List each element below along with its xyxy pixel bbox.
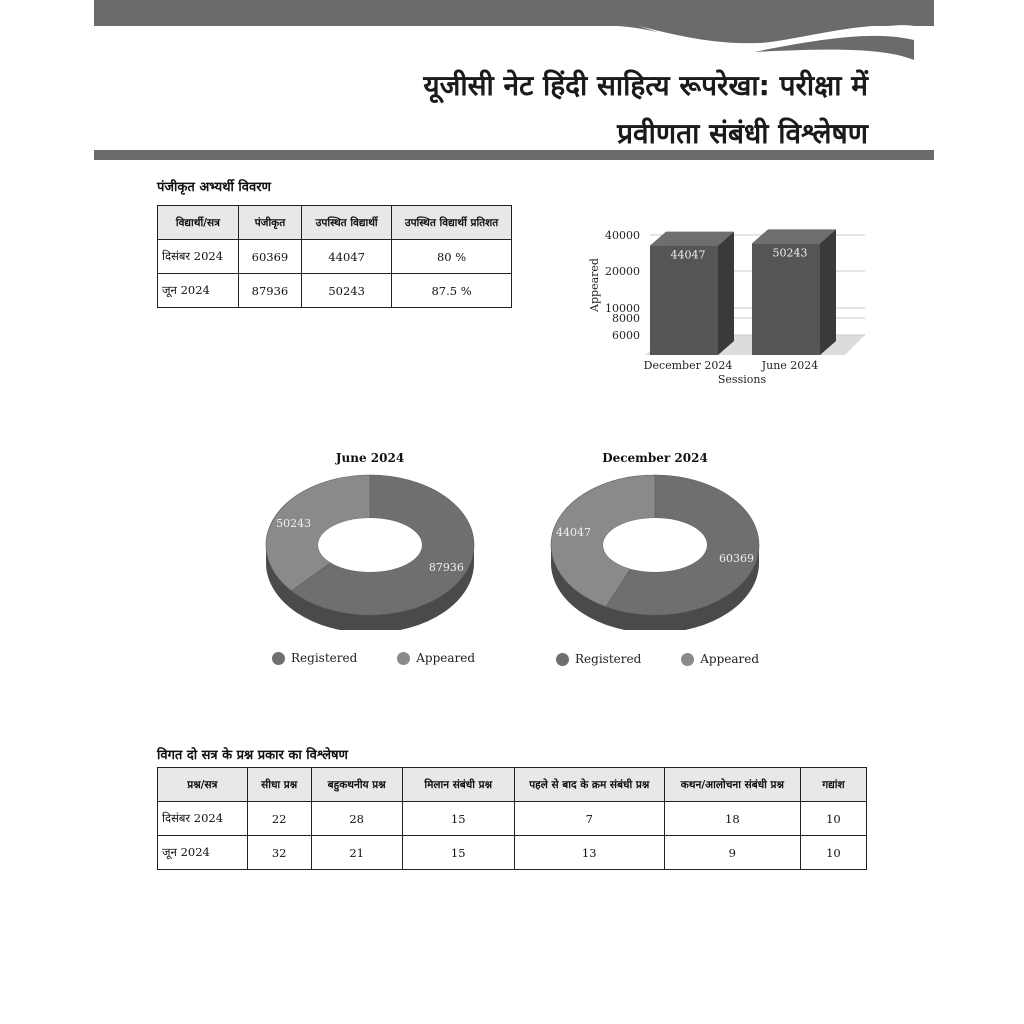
legend-item-registered [556,652,641,666]
table-cell: दिसंबर 2024 [158,240,239,274]
table-cell: 10 [800,836,866,870]
registration-heading: पंजीकृत अभ्यर्थी विवरण [157,180,271,195]
bar [650,246,718,355]
table-cell: 9 [664,836,800,870]
june-legend [272,651,475,665]
title-line-2: प्रवीणता संबंधी विश्लेषण [617,117,868,150]
legend-label: Registered [291,651,358,665]
donut-hole [318,518,422,572]
y-tick-label: 10000 [605,302,640,315]
y-tick-label: 8000 [612,312,640,325]
x-category-label: December 2024 [643,359,733,372]
table-cell: 87.5 % [392,274,512,308]
table-cell: 87936 [238,274,301,308]
june-donut-chart [255,445,485,630]
column-header: पंजीकृत [238,206,301,240]
legend-label: Appeared [416,651,476,665]
column-header: बहुकथनीय प्रश्न [311,768,402,802]
x-category-label: June 2024 [761,359,819,372]
column-header: विद्यार्थी/सत्र [158,206,239,240]
table-cell: 13 [514,836,664,870]
table-cell: 15 [402,802,514,836]
title-line-1: यूजीसी नेट हिंदी साहित्य रूपरेखा: परीक्षा में [423,69,868,102]
bar-data-label: 44047 [670,248,706,262]
table-cell: जून 2024 [158,836,248,870]
table-cell: 7 [514,802,664,836]
table-cell: 60369 [238,240,301,274]
table-cell: 32 [247,836,311,870]
legend-item-registered [272,651,357,665]
registered-swatch [272,652,285,665]
bar-side [820,229,836,355]
column-header: सीधा प्रश्न [247,768,311,802]
table-row [158,802,867,836]
legend-item-appeared [397,651,475,665]
chart-title: June 2024 [335,451,405,465]
table-header-row [158,768,867,802]
donut-hole [603,518,707,572]
table-cell: दिसंबर 2024 [158,802,248,836]
column-header: कथन/आलोचना संबंधी प्रश्न [664,768,800,802]
y-tick-label: 6000 [612,329,640,342]
column-header: गद्यांश [800,768,866,802]
page-title [423,62,868,158]
december-legend [556,652,759,666]
slice-value-label: 87936 [428,560,464,574]
registered-swatch [556,653,569,666]
table-header-row [158,206,512,240]
appeared-swatch [397,652,410,665]
legend-label: Registered [575,652,642,666]
table-cell: 50243 [302,274,392,308]
column-header: पहले से बाद के क्रम संबंधी प्रश्न [514,768,664,802]
legend-label: Appeared [700,652,760,666]
table-cell: 21 [311,836,402,870]
table-cell: 10 [800,802,866,836]
y-tick-label: 20000 [605,265,640,278]
table-cell: 18 [664,802,800,836]
december-donut-chart [540,445,770,630]
table-cell: 80 % [392,240,512,274]
x-axis-label: Sessions [717,373,767,386]
question-types-heading: विगत दो सत्र के प्रश्न प्रकार का विश्लेषण [157,748,348,763]
table-cell: 15 [402,836,514,870]
bar-side [718,232,734,355]
column-header: उपस्थित विद्यार्थी प्रतिशत [392,206,512,240]
table-row [158,274,512,308]
question-types-table [157,767,867,870]
registration-table [157,205,512,308]
appeared-swatch [681,653,694,666]
chart-title: December 2024 [602,451,708,465]
table-cell: जून 2024 [158,274,239,308]
legend-item-appeared [681,652,759,666]
appeared-bar-chart [580,210,880,395]
table-cell: 22 [247,802,311,836]
column-header: प्रश्न/सत्र [158,768,248,802]
slice-value-label: 50243 [276,517,312,531]
slice-value-label: 44047 [556,526,592,540]
column-header: मिलान संबंधी प्रश्न [402,768,514,802]
table-cell: 28 [311,802,402,836]
slice-value-label: 60369 [718,551,754,565]
table-row [158,240,512,274]
column-header: उपस्थित विद्यार्थी [302,206,392,240]
y-tick-label: 40000 [605,229,640,242]
y-axis-label: Appeared [588,258,601,312]
bar [752,243,820,355]
table-cell: 44047 [302,240,392,274]
table-row [158,836,867,870]
bar-data-label: 50243 [772,246,808,260]
